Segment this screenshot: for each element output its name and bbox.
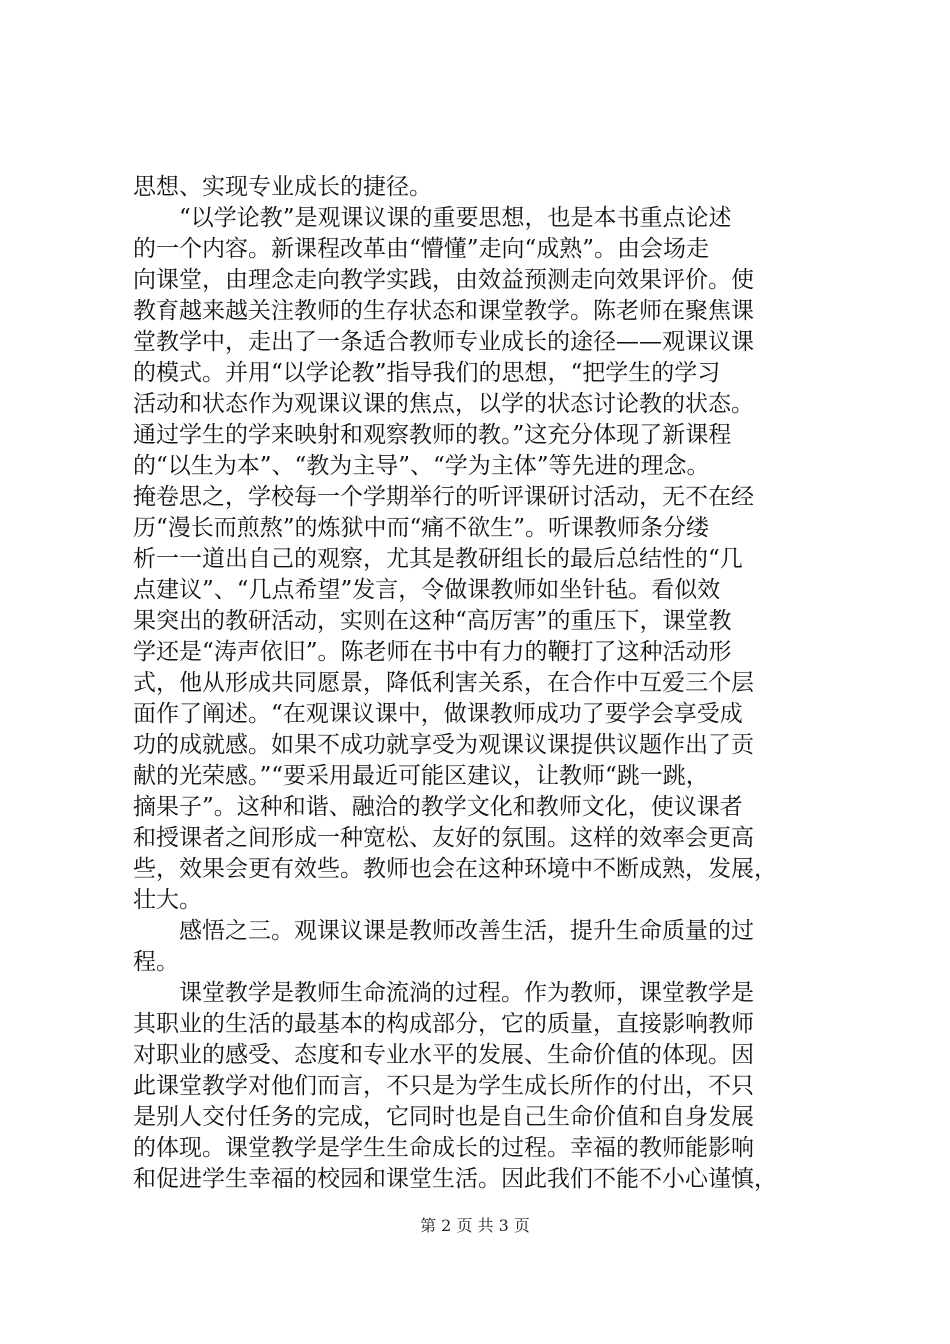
- text-line: 程。: [133, 949, 179, 975]
- text-line: “以学论教”是观课议课的重要思想，也是本书重点论述: [179, 205, 732, 231]
- text-line: 学还是“涛声依旧”。陈老师在书中有力的鞭打了这种活动形: [133, 639, 732, 665]
- page-footer: 第 2 页 共 3 页: [420, 1216, 530, 1235]
- text-line: 和授课者之间形成一种宽松、友好的氛围。这样的效率会更高: [133, 825, 754, 851]
- text-line: 的体现。课堂教学是学生生命成长的过程。幸福的教师能影响: [133, 1135, 754, 1161]
- text-line: 此课堂教学对他们而言，不只是为学生成长所作的付出，不只: [133, 1073, 754, 1099]
- text-line: 的一个内容。新课程改革由“懵懂”走向“成熟”。由会场走: [133, 236, 710, 262]
- text-line: 掩卷思之，学校每一个学期举行的听评课研讨活动，无不在经: [133, 484, 754, 510]
- text-line: 教育越来越关注教师的生存状态和课堂教学。陈老师在聚焦课: [133, 298, 754, 324]
- text-line: 和促进学生幸福的校园和课堂生活。因此我们不能不小心谨慎，: [133, 1166, 777, 1192]
- text-line: 课堂教学是教师生命流淌的过程。作为教师，课堂教学是: [179, 980, 754, 1006]
- text-line: 功的成就感。如果不成功就享受为观课议课提供议题作出了贡: [133, 732, 754, 758]
- text-line: 通过学生的学来映射和观察教师的教。”这充分体现了新课程: [133, 422, 732, 448]
- text-line: 果突出的教研活动，实则在这种“高厉害”的重压下，课堂教: [133, 608, 732, 634]
- text-line: 的“以生为本”、“教为主导”、“学为主体”等先进的理念。: [133, 453, 710, 479]
- text-line: 摘果子”。这种和谐、融洽的教学文化和教师文化，使议课者: [133, 794, 743, 820]
- text-line: 感悟之三。观课议课是教师改善生活，提升生命质量的过: [179, 918, 754, 944]
- text-line: 是别人交付任务的完成，它同时也是自己生命价值和自身发展: [133, 1104, 754, 1130]
- text-line: 历“漫长而煎熬”的炼狱中而“痛不欲生”。听课教师条分缕: [133, 515, 710, 541]
- text-line: 壮大。: [133, 887, 202, 913]
- text-line: 面作了阐述。“在观课议课中，做课教师成功了要学会享受成: [133, 701, 743, 727]
- text-line: 式，他从形成共同愿景，降低利害关系，在合作中互爱三个层: [133, 670, 754, 696]
- text-line: 堂教学中，走出了一条适合教师专业成长的途径——观课议课: [133, 329, 754, 355]
- text-line: 析一一道出自己的观察，尤其是教研组长的最后总结性的“几: [133, 546, 743, 572]
- text-line: 点建议”、“几点希望”发言，令做课教师如坐针毡。看似效: [133, 577, 721, 603]
- text-line: 思想、实现专业成长的捷径。: [133, 174, 432, 200]
- text-line: 些，效果会更有效些。教师也会在这种环境中不断成熟，发展，: [133, 856, 777, 882]
- text-line: 其职业的生活的最基本的构成部分，它的质量，直接影响教师: [133, 1011, 754, 1037]
- text-line: 活动和状态作为观课议课的焦点，以学的状态讨论教的状态。: [133, 391, 754, 417]
- text-line: 献的光荣感。”“要采用最近可能区建议，让教师“跳一跳，: [133, 763, 709, 789]
- body-text: [133, 172, 833, 1195]
- text-line: 的模式。并用“以学论教”指导我们的思想，“把学生的学习: [133, 360, 721, 386]
- text-line: 对职业的感受、态度和专业水平的发展、生命价值的体现。因: [133, 1042, 754, 1068]
- text-line: 向课堂，由理念走向教学实践，由效益预测走向效果评价。使: [133, 267, 754, 293]
